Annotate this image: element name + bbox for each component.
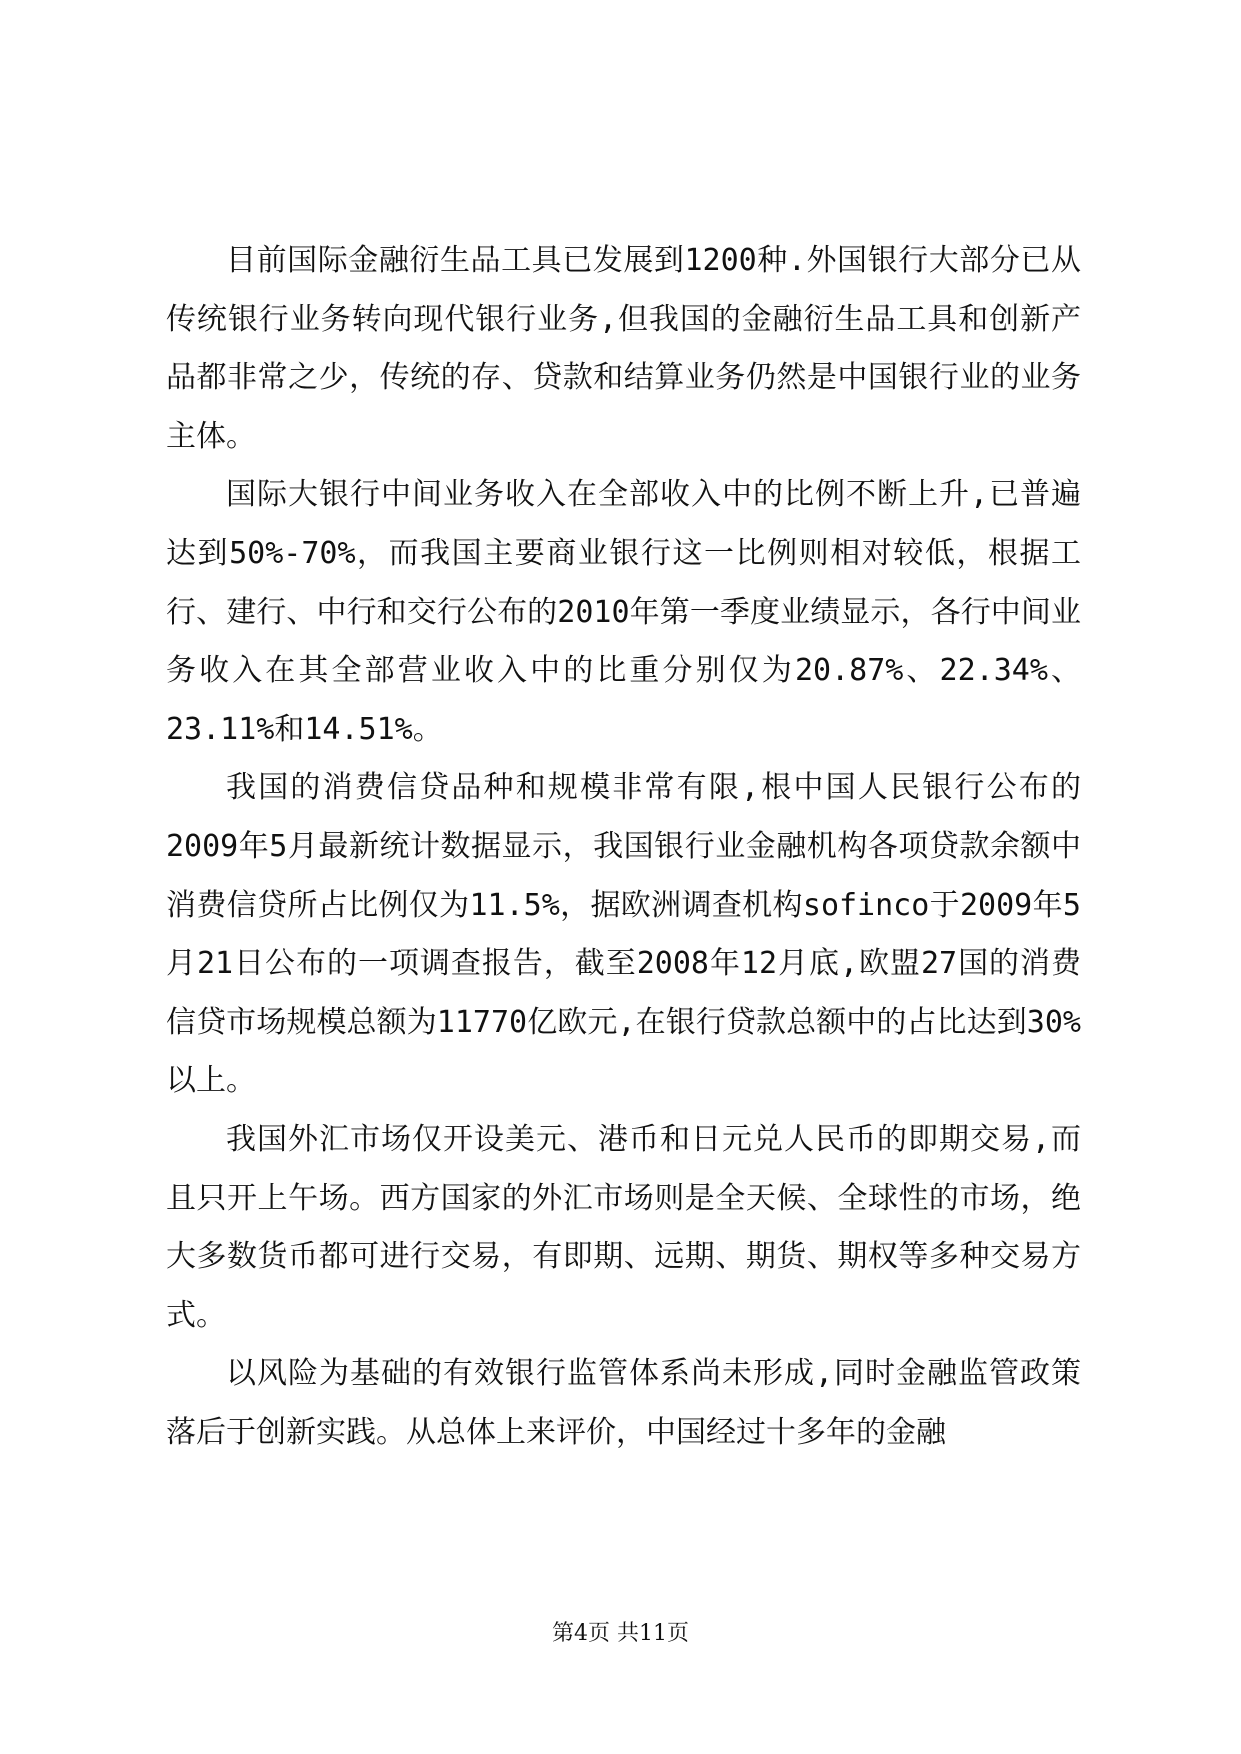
paragraph-derivatives: 目前国际金融衍生品工具已发展到1200种.外国银行大部分已从传统银行业务转向现代银行业务,但我国的金融衍生品工具和创新产品都非常之少，传统的存、贷款和结算业务仍然是中国银行业的业务主体。	[166, 243, 1081, 454]
page-number-footer: 第4页 共11页	[552, 1621, 689, 1646]
body-text	[166, 232, 1081, 1462]
paragraph-consumer-credit: 我国的消费信贷品种和规模非常有限,根中国人民银行公布的2009年5月最新统计数据显示，我国银行业金融机构各项贷款余额中消费信贷所占比例仅为11.5%，据欧洲调查机构sofinco于2009年5月21日公布的一项调查报告，截至2008年12月底,欧盟27国的消费信贷市场规模总额为11770亿欧元,在银行贷款总额中的占比达到30%以上。	[166, 770, 1081, 1099]
paragraph-intermediate-business: 国际大银行中间业务收入在全部收入中的比例不断上升,已普遍达到50%-70%，而我国主要商业银行这一比例则相对较低，根据工行、建行、中行和交行公布的2010年第一季度业绩显示，各行中间业务收入在其全部营业收入中的比重分别仅为20.87%、22.34%、23.11%和14.51%。	[166, 477, 1081, 747]
paragraph-forex-market: 我国外汇市场仅开设美元、港币和日元兑人民币的即期交易,而且只开上午场。西方国家的外汇市场则是全天候、全球性的市场，绝大多数货币都可进行交易，有即期、远期、期货、期权等多种交易方式。	[166, 1121, 1081, 1333]
paragraph-supervision: 以风险为基础的有效银行监管体系尚未形成,同时金融监管政策落后于创新实践。从总体上来评价，中国经过十多年的金融	[166, 1356, 1081, 1450]
